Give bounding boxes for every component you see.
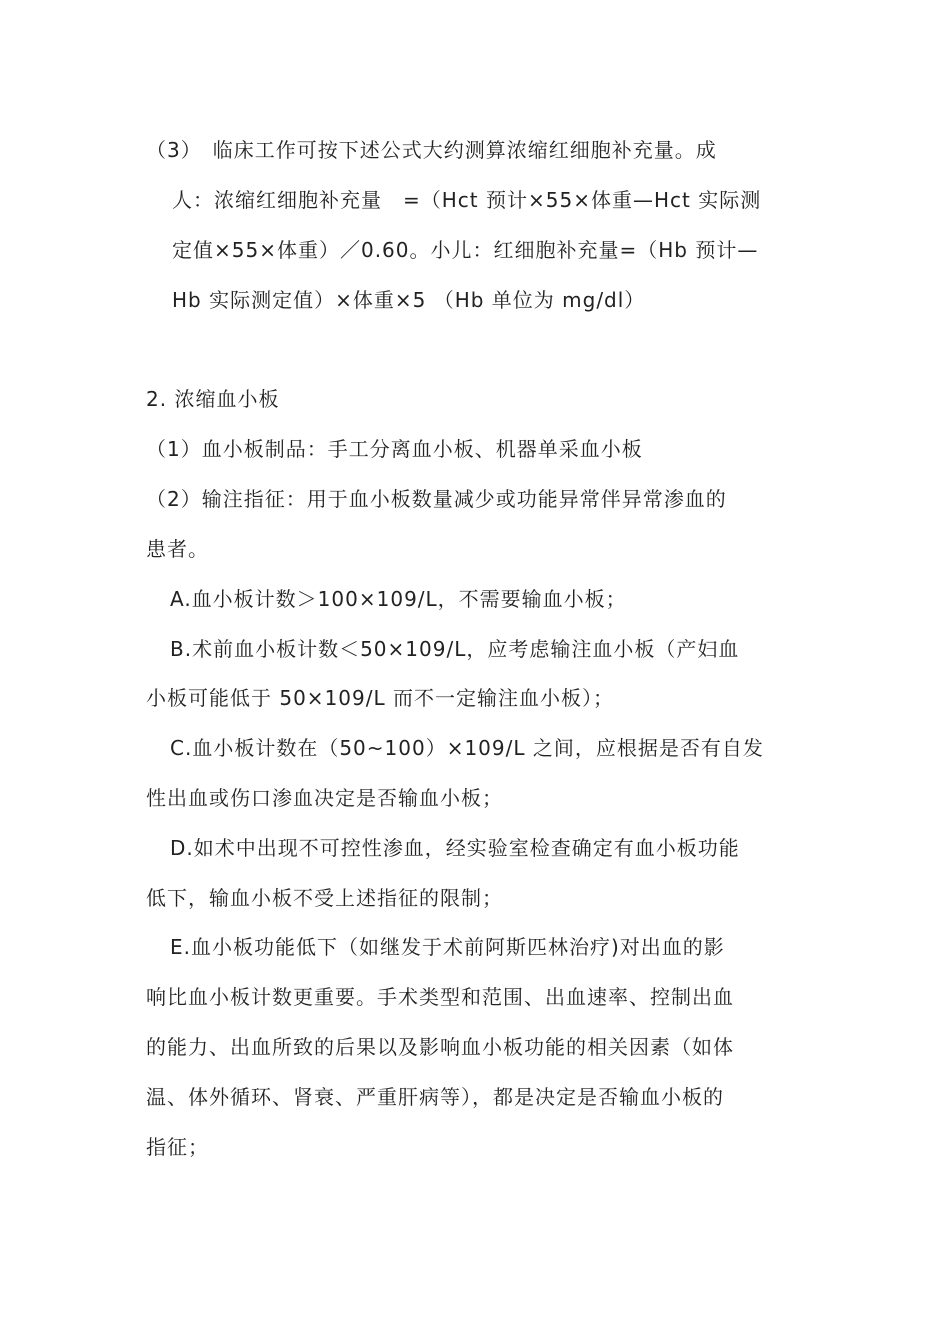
section-heading: 2. 浓缩血小板	[146, 387, 280, 411]
text-line: C.血小板计数在（50~100）×109/L 之间，应根据是否有自发	[170, 736, 764, 760]
text-line: （2）输注指征：用于血小板数量减少或功能异常伴异常渗血的	[146, 487, 727, 511]
text-line: A.血小板计数＞100×109/L，不需要输血小板；	[170, 587, 627, 611]
text-line: 指征；	[146, 1135, 209, 1159]
text-line: D.如术中出现不可控性渗血，经实验室检查确定有血小板功能	[170, 836, 740, 860]
text-line: 性出血或伤口渗血决定是否输血小板；	[146, 786, 503, 810]
text-line: （1）血小板制品：手工分离血小板、机器单采血小板	[146, 437, 643, 461]
text-line: 定值×55×体重）／0.60。小儿：红细胞补充量=（Hb 预计—	[172, 238, 759, 262]
text-line: 患者。	[146, 537, 209, 561]
text-line: 低下，输血小板不受上述指征的限制；	[146, 886, 503, 910]
text-line: 温、体外循环、肾衰、严重肝病等），都是决定是否输血小板的	[146, 1085, 724, 1109]
text-line: （3） 临床工作可按下述公式大约测算浓缩红细胞补充量。成	[146, 138, 717, 162]
text-line: Hb 实际测定值）×体重×5 （Hb 单位为 mg/dl）	[172, 288, 646, 312]
text-line: 响比血小板计数更重要。手术类型和范围、出血速率、控制出血	[146, 985, 734, 1009]
text-line: E.血小板功能低下（如继发于术前阿斯匹林治疗)对出血的影	[170, 935, 725, 959]
text-line: 的能力、出血所致的后果以及影响血小板功能的相关因素（如体	[146, 1035, 734, 1059]
text-line: 小板可能低于 50×109/L 而不一定输注血小板）；	[146, 686, 614, 710]
text-line: B.术前血小板计数＜50×109/L，应考虑输注血小板（产妇血	[170, 637, 740, 661]
text-line: 人：浓缩红细胞补充量 =（Hct 预计×55×体重—Hct 实际测	[172, 188, 762, 212]
